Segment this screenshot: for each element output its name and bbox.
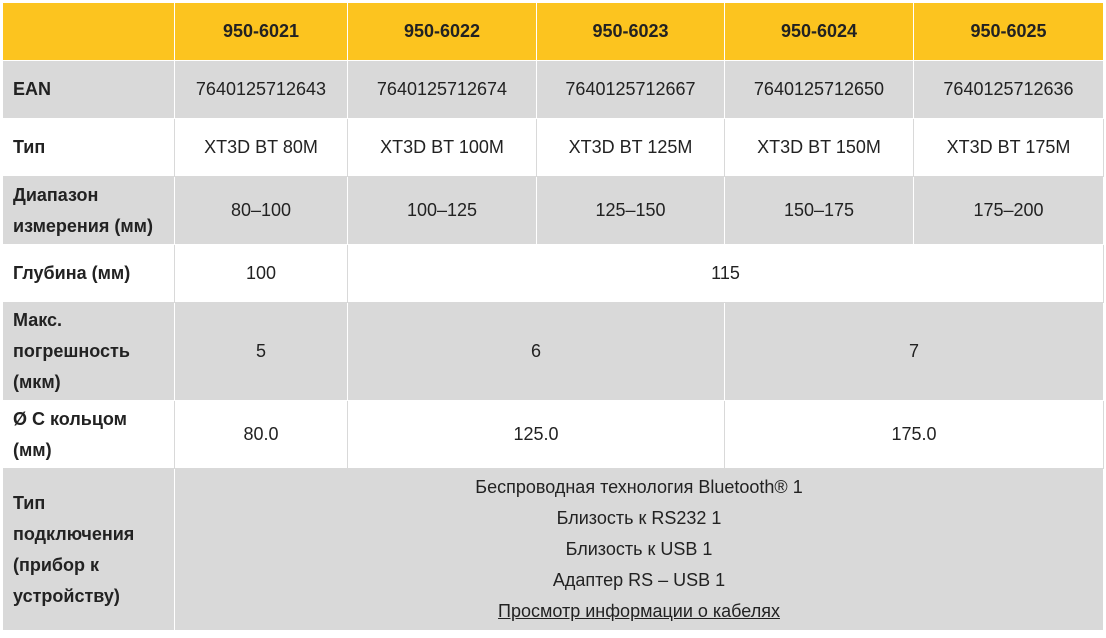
- connection-line: Близость к USB 1: [565, 539, 713, 559]
- row-label: Глубина (мм): [3, 245, 175, 303]
- model-header: 950-6022: [348, 3, 537, 61]
- row-range: [3, 177, 1104, 245]
- error-cell: 7: [725, 303, 1104, 401]
- ean-cell: 7640125712643: [175, 61, 348, 119]
- ring-cell: 125.0: [348, 401, 725, 469]
- connection-line: Близость к RS232 1: [556, 508, 722, 528]
- row-ean: [3, 61, 1104, 119]
- depth-cell: 100: [175, 245, 348, 303]
- row-depth: [3, 245, 1104, 303]
- ring-cell: 175.0: [725, 401, 1104, 469]
- ean-cell: 7640125712636: [914, 61, 1104, 119]
- row-label: Ø С кольцом (мм): [3, 401, 175, 469]
- ring-cell: 80.0: [175, 401, 348, 469]
- type-cell: XT3D BT 100M: [348, 119, 537, 177]
- row-type: [3, 119, 1104, 177]
- row-label: EAN: [3, 61, 175, 119]
- row-label: Диапазон измерения (мм): [3, 177, 175, 245]
- ean-cell: 7640125712650: [725, 61, 914, 119]
- range-cell: 125–150: [537, 177, 725, 245]
- error-cell: 5: [175, 303, 348, 401]
- connection-line: Адаптер RS – USB 1: [552, 570, 726, 590]
- row-connection: [3, 469, 1104, 631]
- row-label: Тип: [3, 119, 175, 177]
- type-cell: XT3D BT 125M: [537, 119, 725, 177]
- model-header: 950-6024: [725, 3, 914, 61]
- cable-info-link[interactable]: Просмотр информации о кабелях: [498, 601, 780, 621]
- header-row: [3, 3, 1104, 61]
- model-header: 950-6021: [175, 3, 348, 61]
- range-cell: 100–125: [348, 177, 537, 245]
- ean-cell: 7640125712674: [348, 61, 537, 119]
- range-cell: 80–100: [175, 177, 348, 245]
- header-corner: [3, 3, 175, 61]
- spec-table: [3, 3, 1104, 631]
- error-cell: 6: [348, 303, 725, 401]
- model-header: 950-6023: [537, 3, 725, 61]
- connection-cell: [175, 469, 1104, 631]
- row-ring: [3, 401, 1104, 469]
- range-cell: 150–175: [725, 177, 914, 245]
- type-cell: XT3D BT 175M: [914, 119, 1104, 177]
- ean-cell: 7640125712667: [537, 61, 725, 119]
- type-cell: XT3D BT 80M: [175, 119, 348, 177]
- row-label: Макс. погрешность (мкм): [3, 303, 175, 401]
- range-cell: 175–200: [914, 177, 1104, 245]
- connection-line: Беспроводная технология Bluetooth® 1: [475, 477, 803, 497]
- type-cell: XT3D BT 150M: [725, 119, 914, 177]
- depth-cell: 115: [348, 245, 1104, 303]
- row-label: Тип подключения (прибор к устройству): [3, 469, 175, 631]
- model-header: 950-6025: [914, 3, 1104, 61]
- row-error: [3, 303, 1104, 401]
